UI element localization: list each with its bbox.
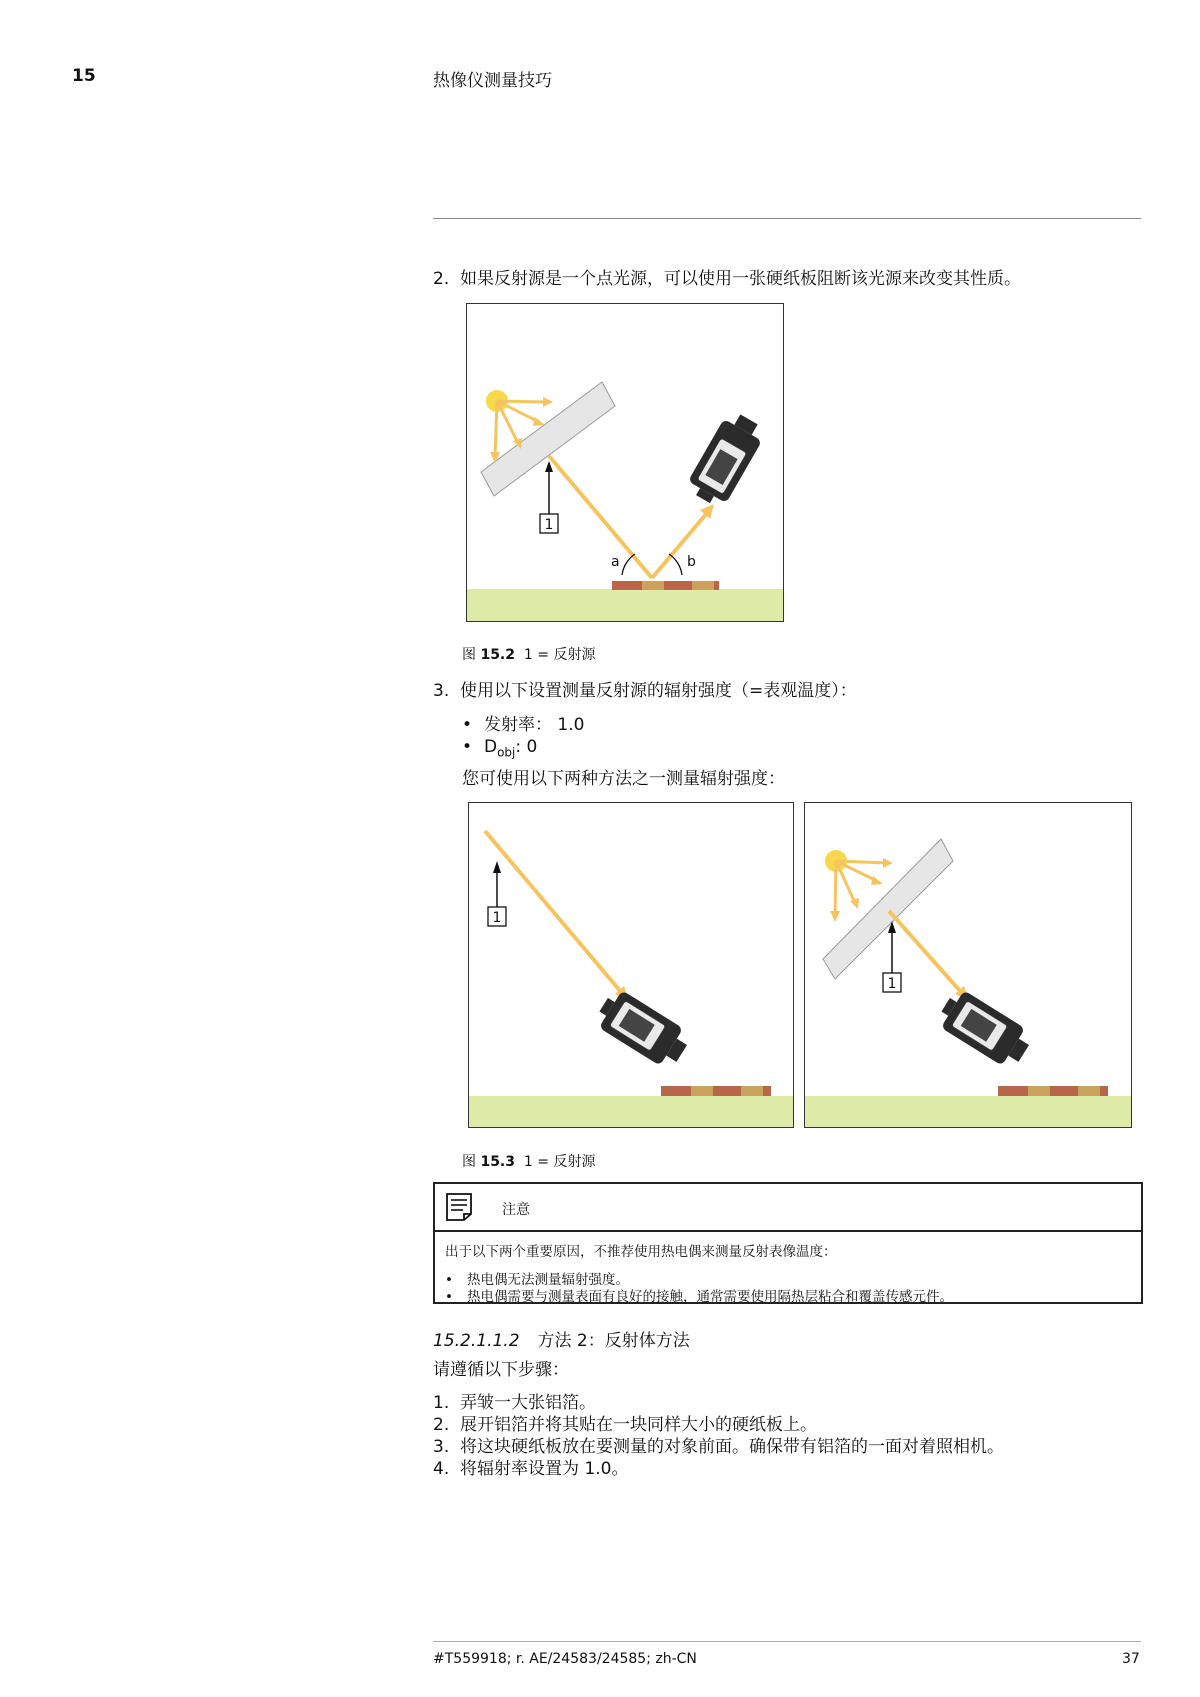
caption-prefix: 图 bbox=[462, 647, 476, 663]
list-item bbox=[433, 1414, 817, 1436]
figure-15-2-caption bbox=[462, 644, 595, 664]
callout-label: 1 bbox=[887, 976, 897, 992]
list-item bbox=[433, 1392, 596, 1414]
step-3 bbox=[433, 680, 857, 702]
note-icon bbox=[445, 1192, 473, 1222]
note-item: • 热电偶需要与测量表面有良好的接触，通常需要使用隔热层粘合和覆盖传感元件。 bbox=[445, 1289, 953, 1305]
chapter-title: 热像仪测量技巧 bbox=[433, 71, 552, 91]
thermal-camera-icon bbox=[684, 408, 768, 510]
figure-15-2 bbox=[466, 303, 784, 622]
header-divider bbox=[433, 218, 1141, 219]
caption-number: 15.2 bbox=[480, 647, 515, 663]
note-item-text: 热电偶无法测量辐射强度。 bbox=[467, 1272, 629, 1288]
note-box bbox=[433, 1182, 1143, 1304]
note-header bbox=[435, 1184, 1141, 1232]
caption-prefix: 图 bbox=[462, 1154, 476, 1170]
caption-text: 1 = 反射源 bbox=[523, 1154, 596, 1170]
figure-15-3-panel-left bbox=[468, 802, 794, 1128]
step-2-text: 如果反射源是一个点光源，可以使用一张硬纸板阻断该光源来改变其性质。 bbox=[460, 269, 1022, 289]
dobj-value: : 0 bbox=[515, 737, 538, 757]
subsection-heading bbox=[433, 1326, 690, 1351]
list-item bbox=[433, 1436, 1004, 1458]
item-text: 弄皱一大张铝箔。 bbox=[460, 1393, 597, 1413]
setting-bullet-emissivity: • 发射率： 1.0 bbox=[462, 715, 585, 735]
callout-label: 1 bbox=[544, 517, 554, 533]
footer-divider bbox=[433, 1641, 1141, 1642]
note-item: • 热电偶无法测量辐射强度。 bbox=[445, 1272, 629, 1288]
thermal-camera-icon bbox=[592, 986, 693, 1072]
angle-a-label: a bbox=[611, 554, 620, 570]
subsection-title: 方法 2：反射体方法 bbox=[537, 1331, 690, 1351]
figure-15-3-caption bbox=[462, 1151, 595, 1171]
methods-intro: 您可使用以下两种方法之一测量辐射强度： bbox=[462, 769, 785, 789]
note-title: 注意 bbox=[502, 1202, 530, 1218]
caption-number: 15.3 bbox=[480, 1154, 515, 1170]
emissivity-setting: 发射率： 1.0 bbox=[484, 715, 585, 735]
item-number: 3. bbox=[433, 1437, 450, 1457]
item-text: 将辐射率设置为 1.0。 bbox=[460, 1459, 629, 1479]
angle-b-label: b bbox=[687, 554, 696, 570]
ground bbox=[467, 589, 783, 621]
dobj-subscript: obj bbox=[497, 745, 516, 760]
setting-bullet-dobj: • $D_{obj}$: 0 bbox=[462, 737, 538, 760]
step-3-text: 使用以下设置测量反射源的辐射强度（=表观温度）： bbox=[460, 681, 857, 701]
item-number: 4. bbox=[433, 1459, 450, 1479]
list-item bbox=[433, 1458, 629, 1480]
item-text: 展开铝箔并将其贴在一块同样大小的硬纸板上。 bbox=[460, 1415, 818, 1435]
thermal-camera-icon bbox=[934, 986, 1035, 1072]
callout-label: 1 bbox=[492, 910, 502, 926]
item-text: 将这块硬纸板放在要测量的对象前面。确保带有铝箔的一面对着照相机。 bbox=[460, 1437, 1005, 1457]
chapter-number: 15 bbox=[72, 66, 96, 86]
item-number: 1. bbox=[433, 1393, 450, 1413]
dobj-main: D bbox=[484, 737, 498, 757]
page-number: 37 bbox=[1122, 1651, 1140, 1667]
procedure-intro: 请遵循以下步骤： bbox=[433, 1360, 569, 1380]
step-3-number: 3. bbox=[433, 681, 450, 701]
caption-text: 1 = 反射源 bbox=[523, 647, 596, 663]
figure-15-3-panel-right bbox=[804, 802, 1132, 1128]
subsection-number: 15.2.1.1.2 bbox=[433, 1331, 520, 1351]
note-item-text: 热电偶需要与测量表面有良好的接触，通常需要使用隔热层粘合和覆盖传感元件。 bbox=[467, 1289, 953, 1305]
ground bbox=[469, 1096, 793, 1127]
note-intro: 出于以下两个重要原因，不推荐使用热电偶来测量反射表像温度： bbox=[445, 1244, 837, 1260]
item-number: 2. bbox=[433, 1415, 450, 1435]
step-2-number: 2. bbox=[433, 269, 450, 289]
footer-doc-id: #T559918; r. AE/24583/24585; zh-CN bbox=[433, 1651, 697, 1667]
step-2 bbox=[433, 268, 1021, 290]
ground bbox=[805, 1096, 1131, 1127]
